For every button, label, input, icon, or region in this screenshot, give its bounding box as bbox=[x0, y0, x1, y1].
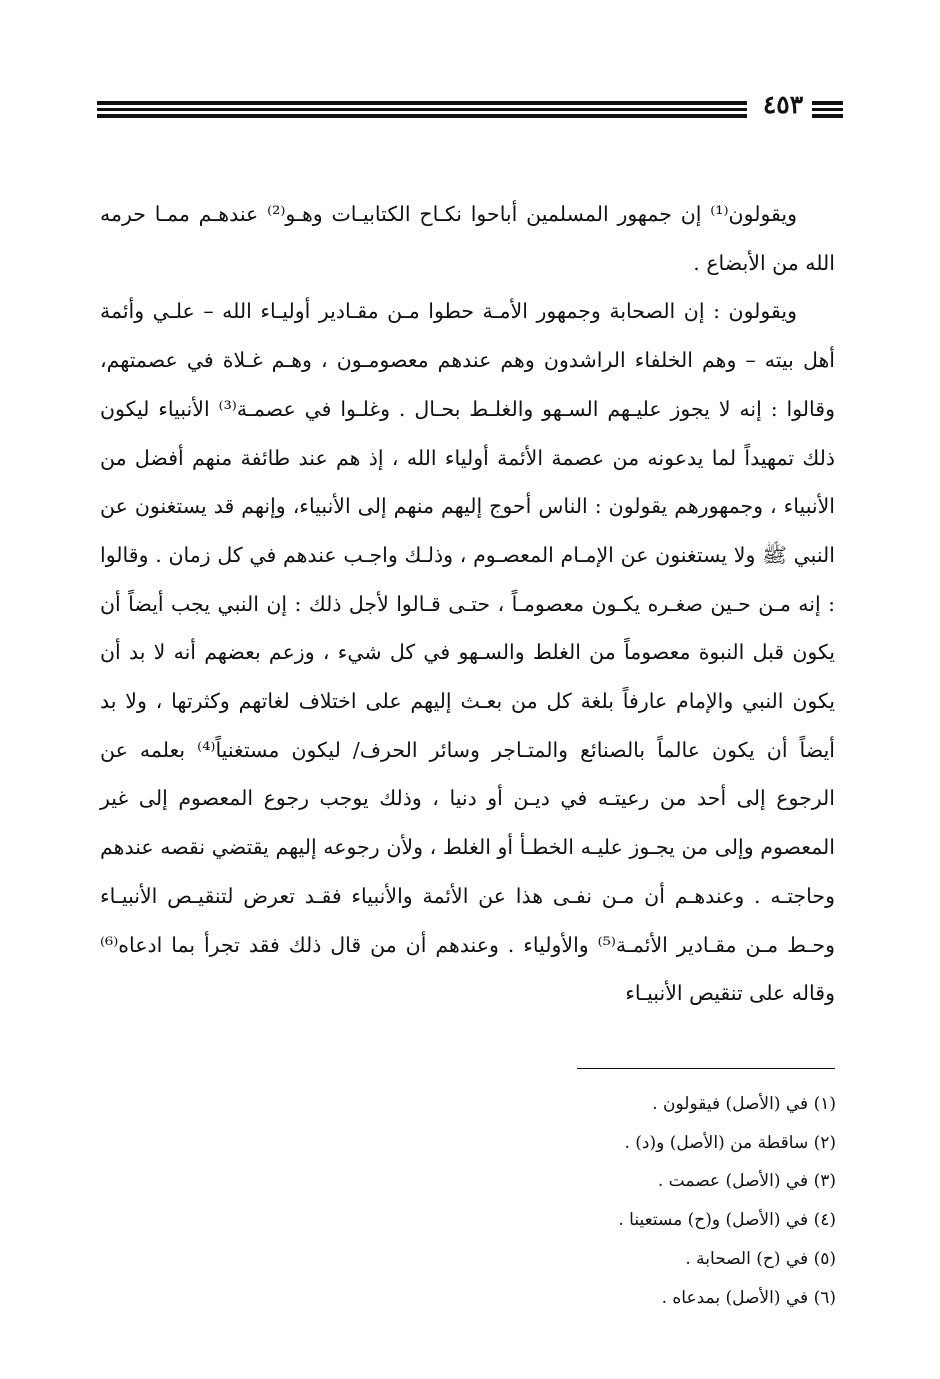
paragraph: ويقولون : إن الصحابة وجمهور الأمـة حطوا مـن مقـادير أوليـاء الله – علـي وأئمة أهل بيته – وهم الخلفاء الراشدون وهم عندهم معصومـون ، وهـم غـلاة في عصمتهم، وقالوا : إنه لا يجوز عليـهم السـهو والغلـط بحـال . وغلـوا في عصمـة⁽³⁾ الأنبياء ليكون ذلك تمهيداً لما يدعونه من عصمة الأئمة أولياء الله ، إذ هم عند طائفة منهم أفضل من الأنبياء ، وجمهورهم يقولون : الناس أحوج إليهم منهم إلى الأنبياء، وإنهم قد يستغنون عن النبي ﷺ ولا يستغنون عن الإمـام المعصـوم ، وذلـك واجـب عندهم في كل زمان . وقالوا : إنه مـن حـين صغـره يكـون معصومـاً ، حتـى قـالوا لأجل ذلك : إن النبي يجب أيضاً أن يكون قبل النبوة معصوماً من الغلط والسـهو في كل شيء ، وزعم بعضهم أنه لا بد أن يكون النبي والإمام عارفاً بلغة كل من بعـث إليهم على اختلاف لغاتهم وكثرتها ، ولا بد أيضاً أن يكون عالماً بالصنائع والمتـاجر وسائر الحرف/ ليكون مستغنياً⁽⁴⁾ بعلمه عن الرجوع إلى أحد من رعيتـه في ديـن أو دنيا ، وذلك يوجب رجوع المعصوم إلى غير المعصوم وإلى من يجـوز عليـه الخطـأ أو الغلط ، ولأن رجوعه إليهم يقتضي نقصه عندهم وحاجتـه . وعندهـم أن مـن نفـى هذا عن الأئمة والأنبياء فقـد تعرض لتنقيـص الأنبيـاء وحـط مـن مقـادير الأئمـة⁽⁵⁾ والأولياء . وعندهم أن من قال ذلك فقد تجرأ بما ادعاه⁽⁶⁾ وقاله على تنقيص الأنبيـاء bbox=[100, 299, 836, 1006]
footnote: (١) في (الأصل) فيقولون . bbox=[652, 1094, 836, 1114]
footnote: (٤) في (الأصل) و(ح) مستعينا . bbox=[618, 1210, 836, 1231]
footnotes bbox=[336, 1085, 836, 1317]
page-number: ٤٥٣ bbox=[762, 90, 804, 119]
footnote: (٥) في (ح) الصحابة . bbox=[685, 1248, 836, 1269]
main-text bbox=[100, 190, 835, 1018]
paragraph: ويقولون⁽¹⁾ إن جمهور المسلمين أباحوا نكـاح الكتابيـات وهـو⁽²⁾ عندهـم ممـا حرمه الله من الأبضاع . bbox=[100, 202, 835, 275]
header-rule-left bbox=[97, 101, 747, 121]
footnote: (٣) في (الأصل) عصمت . bbox=[657, 1171, 836, 1192]
footnote-separator bbox=[577, 1068, 835, 1069]
footnote: (٦) في (الأصل) بمدعاه . bbox=[661, 1287, 836, 1308]
header-rule-right bbox=[812, 101, 843, 121]
footnote: (٢) ساقطة من (الأصل) و(د) . bbox=[624, 1132, 836, 1153]
